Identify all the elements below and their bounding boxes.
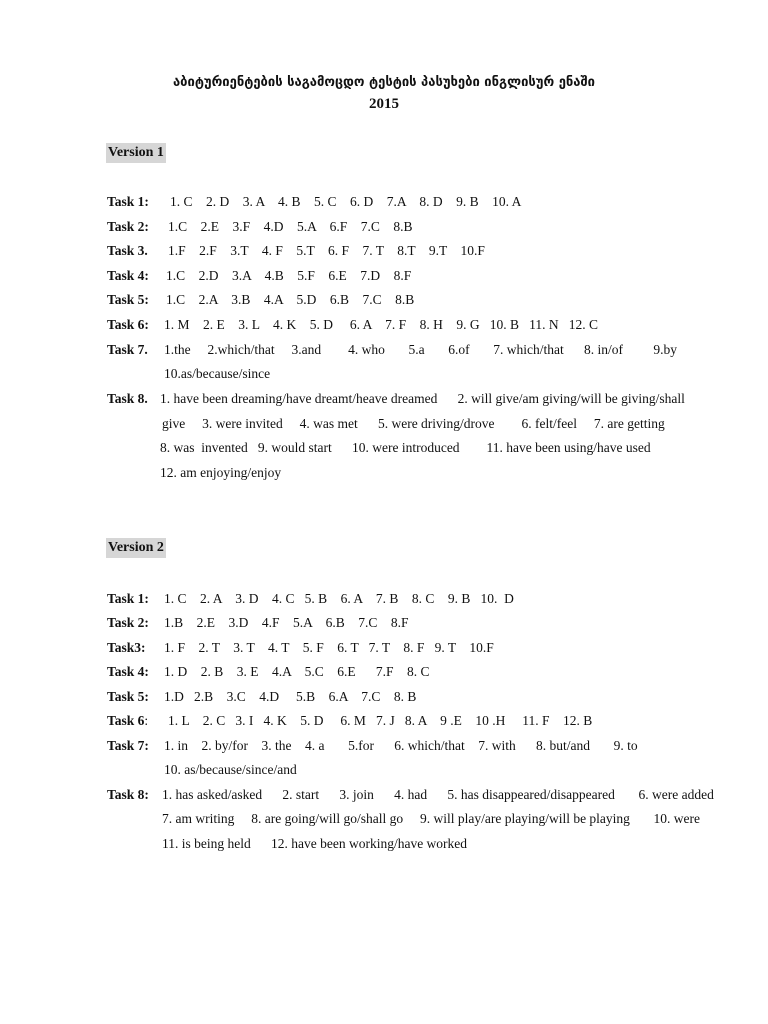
v1-task7-answers-cont: 10.as/because/since [164, 366, 271, 381]
v2-task6-answers: 1. L 2. C 3. I 4. K 5. D 6. M 7. J 8. A 9 .E 10 .H 11. F 12. B [168, 713, 593, 728]
v2-task5-answers: 1.D 2.B 3.C 4.D 5.B 6.A 7.C 8. B [164, 689, 417, 704]
v1-task6-label: Task 6: [107, 317, 149, 332]
v2-task3-answers: 1. F 2. T 3. T 4. T 5. F 6. T 7. T 8. F 9. T 10.F [164, 640, 494, 655]
v2-task7-label: Task 7: [107, 738, 149, 753]
v1-task8-line4: 12. am enjoying/enjoy [160, 465, 282, 480]
v1-task8-line3: 8. was invented 9. would start 10. were introduced 11. have been using/have used [160, 440, 651, 455]
v2-task2-label: Task 2: [107, 615, 149, 630]
v1-task1-answers: 1. C 2. D 3. A 4. B 5. C 6. D 7.A 8. D 9. B 10. A [170, 194, 522, 209]
document-title: აბიტურიენტების საგამოცდო ტესტის პასუხები ინგლისურ ენაში [172, 75, 596, 90]
v2-task3-label: Task3: [107, 640, 146, 655]
v2-task1-label: Task 1: [107, 591, 149, 606]
v2-task6-label-colon: : [144, 713, 149, 728]
v1-task5-label: Task 5: [107, 292, 149, 307]
v1-task8-line1: 1. have been dreaming/have dreamt/heave dreamed 2. will give/am giving/will be giving/shall [160, 391, 685, 406]
v1-task6-answers: 1. M 2. E 3. L 4. K 5. D 6. A 7. F 8. H 9. G 10. B 11. N 12. C [164, 317, 599, 332]
v1-task7-label: Task 7. [107, 342, 148, 357]
v1-task3-label: Task 3. [107, 243, 148, 258]
v2-task8-label: Task 8: [107, 787, 149, 802]
v2-task4-answers: 1. D 2. B 3. E 4.A 5.C 6.E 7.F 8. C [164, 664, 430, 679]
v2-task8-line2: 7. am writing 8. are going/will go/shall go 9. will play/are playing/will be playing 10. were [162, 811, 701, 826]
v2-task6-label [107, 712, 148, 730]
v1-task8-label: Task 8. [107, 391, 148, 406]
v2-task1-answers: 1. C 2. A 3. D 4. C 5. B 6. A 7. B 8. C 9. B 10. D [164, 591, 514, 606]
v1-task4-answers: 1.C 2.D 3.A 4.B 5.F 6.E 7.D 8.F [166, 268, 412, 283]
v2-task4-label: Task 4: [107, 664, 149, 679]
v2-task8-line3: 11. is being held 12. have been working/have worked [162, 836, 468, 851]
v2-task6-label-text: Task 6 [107, 713, 145, 728]
v2-task7-answers-cont: 10. as/because/since/and [164, 762, 297, 777]
v1-task3-answers: 1.F 2.F 3.T 4. F 5.T 6. F 7. T 8.T 9.T 10.F [168, 243, 485, 258]
version-1-heading: Version 1 [106, 143, 166, 163]
v2-task2-answers: 1.B 2.E 3.D 4.F 5.A 6.B 7.C 8.F [164, 615, 409, 630]
v2-task8-line1: 1. has asked/asked 2. start 3. join 4. had 5. has disappeared/disappeared 6. were added [162, 787, 714, 802]
v1-task5-answers: 1.C 2.A 3.B 4.A 5.D 6.B 7.C 8.B [166, 292, 415, 307]
v1-task7-answers: 1.the 2.which/that 3.and 4. who 5.a 6.of 7. which/that 8. in/of 9.by [164, 342, 677, 357]
v2-task5-label: Task 5: [107, 689, 149, 704]
version-2-heading: Version 2 [106, 538, 166, 558]
document-year: 2015 [369, 96, 399, 112]
v1-task4-label: Task 4: [107, 268, 149, 283]
v1-task8-line2: give 3. were invited 4. was met 5. were driving/drove 6. felt/feel 7. are getting [162, 416, 665, 431]
v1-task2-label: Task 2: [107, 219, 149, 234]
v2-task7-answers: 1. in 2. by/for 3. the 4. a 5.for 6. which/that 7. with 8. but/and 9. to [164, 738, 638, 753]
v1-task1-label: Task 1: [107, 194, 149, 209]
v1-task2-answers: 1.C 2.E 3.F 4.D 5.A 6.F 7.C 8.B [168, 219, 413, 234]
